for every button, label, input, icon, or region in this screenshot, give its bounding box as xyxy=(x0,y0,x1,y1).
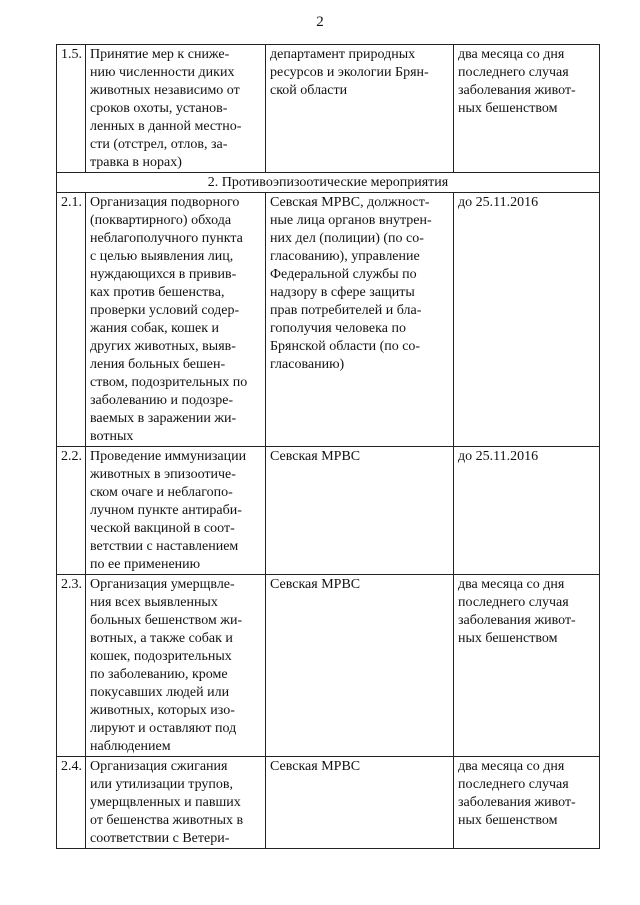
table-row xyxy=(57,45,600,173)
section-header-row xyxy=(57,173,600,193)
action-cell: Проведение иммунизации животных в эпизоотиче- ском очаге и неблагопо- лучном пункте антираби- ческой вакциной в соот- ветствии с наставлением по ее применению xyxy=(86,447,266,575)
table-row xyxy=(57,193,600,447)
deadline-cell: два месяца со дня последнего случая заболевания живот- ных бешенством xyxy=(454,575,600,757)
deadline-cell: два месяца со дня последнего случая заболевания живот- ных бешенством xyxy=(454,757,600,849)
action-cell: Организация умерщвле- ния всех выявленных больных бешенством жи- вотных, а также собак и кошек, подозрительных по заболеванию, кроме покусавших людей или животных, которых изо- лируют и оставляют под наблюдением xyxy=(86,575,266,757)
table-row xyxy=(57,447,600,575)
action-cell: Принятие мер к сниже- нию численности диких животных независимо от сроков охоты, установ- ленных в данной местно- сти (отстрел, отлов, за- травка в норах) xyxy=(86,45,266,173)
row-number: 2.4. xyxy=(57,757,86,849)
responsible-cell: Севская МРВС xyxy=(266,447,454,575)
responsible-cell: Севская МРВС xyxy=(266,575,454,757)
section-title: 2. Противоэпизоотические мероприятия xyxy=(57,173,600,193)
deadline-cell: до 25.11.2016 xyxy=(454,447,600,575)
action-cell: Организация сжигания или утилизации трупов, умерщвленных и павших от бешенства животных в соответствии с Ветери- xyxy=(86,757,266,849)
responsible-cell: Севская МРВС, должност- ные лица органов внутрен- них дел (полиции) (по со- гласованию), управление Федеральной службы по надзору в сфере защиты прав потребителей и бла- гополучия человека по Брянской области (по со- гласованию) xyxy=(266,193,454,447)
measures-table xyxy=(56,44,600,849)
row-number: 2.2. xyxy=(57,447,86,575)
responsible-cell: Севская МРВС xyxy=(266,757,454,849)
responsible-cell: департамент природных ресурсов и экологии Брян- ской области xyxy=(266,45,454,173)
table-row xyxy=(57,575,600,757)
table-row xyxy=(57,757,600,849)
row-number: 1.5. xyxy=(57,45,86,173)
deadline-cell: до 25.11.2016 xyxy=(454,193,600,447)
action-cell: Организация подворного (поквартирного) обхода неблагополучного пункта с целью выявления лиц, нуждающихся в привив- ках против бешенства, проверки условий содер- жания собак, кошек и других животных, выяв- ления больных бешен- ством, подозрительных по заболеванию и подозре- ваемых в заражении жи- вотных xyxy=(86,193,266,447)
deadline-cell: два месяца со дня последнего случая заболевания живот- ных бешенством xyxy=(454,45,600,173)
page-number: 2 xyxy=(316,14,324,30)
row-number: 2.1. xyxy=(57,193,86,447)
row-number: 2.3. xyxy=(57,575,86,757)
